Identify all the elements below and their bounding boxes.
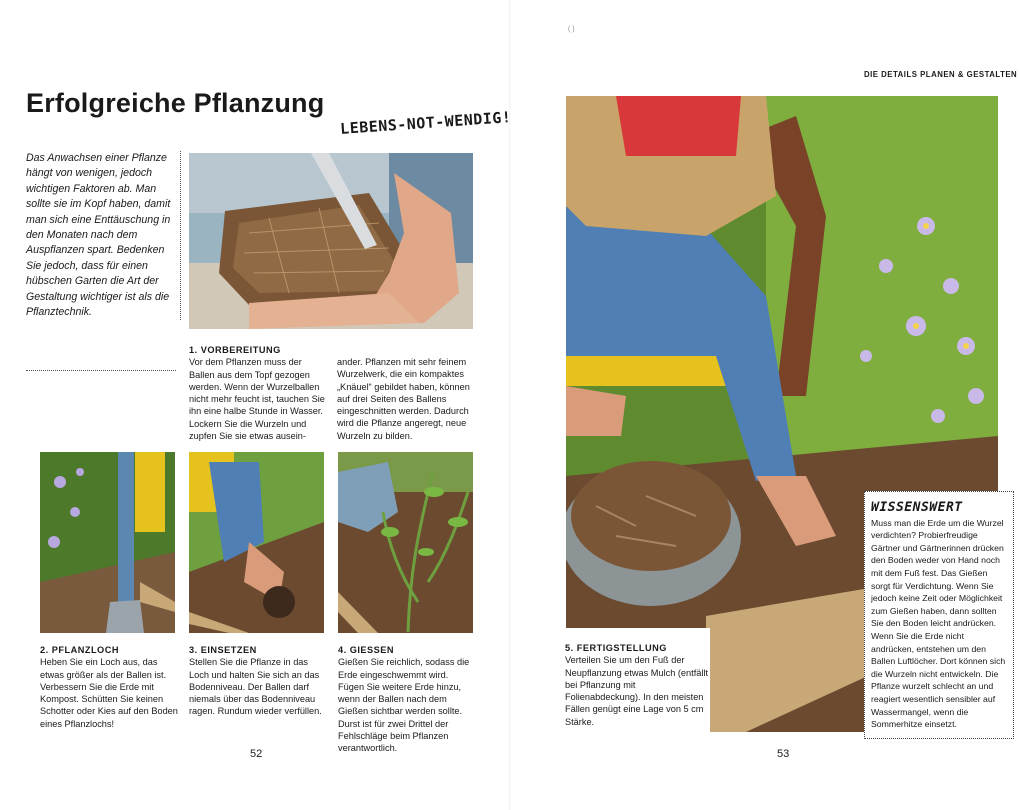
- watered-plant-photo: [338, 452, 473, 633]
- step-4-title: 4. GIESSEN: [338, 645, 395, 655]
- running-header: DIE DETAILS PLANEN & GESTALTEN: [864, 70, 1018, 79]
- step-4-text: Gießen Sie reichlich, sodass die Erde eingeschwemmt wird. Fügen Sie weitere Erde hinzu, wenn der Ballen nach dem Gießen sichtbar werden sollte. Durst ist für zwei Drittel der Fehlschläge beim Pflanzen verantwortlich.: [338, 657, 470, 754]
- step-5-block: [560, 628, 710, 743]
- step-3-title: 3. EINSETZEN: [189, 645, 257, 655]
- step-4-block: [338, 644, 476, 755]
- step-1-continued: [337, 356, 475, 442]
- page-title: Erfolgreiche Pflanzung: [26, 88, 325, 118]
- root-ball-knife-photo: [189, 153, 473, 329]
- top-page-mark: ( ): [568, 26, 575, 33]
- step-1-title: 1. VORBEREITUNG: [189, 345, 281, 355]
- step-2-title: 2. PFLANZLOCH: [40, 645, 119, 655]
- page-number-left: 52: [250, 748, 263, 760]
- step-3-block: [189, 644, 327, 718]
- step-1-text-b: ander. Pflanzen mit sehr feinem Wurzelwerk, die ein kompaktes „Knäuel“ gebildet haben, können auf drei Seiten des Ballens eingeschnitten werden. Dadurch wird die Pflanze angeregt, neue Wurzeln zu bilden.: [337, 357, 470, 441]
- page-number-right: 53: [777, 748, 790, 760]
- step-3-text: Stellen Sie die Pflanze in das Loch und halten Sie sich an das Bodenniveau. Der Ballen darf niemals über das Bodenniveau ragen. Rundum wieder verfüllen.: [189, 657, 322, 717]
- intro-text: Das Anwachsen einer Pflanze hängt von wenigen, jedoch wichtigen Faktoren ab. Man sollte sie im Kopf haben, damit man sich eine Enttäuschung in den Monaten nach dem Auspflanzen spart. Bedenken Sie jedoch, dass für einen hübschen Garten die Art der Gestaltung wichtiger ist als die Pflanztechnik.: [26, 151, 181, 320]
- info-box-title: WISSENSWERT: [871, 500, 963, 515]
- spade-hole-photo: [40, 452, 175, 633]
- step-2-block: [40, 644, 178, 730]
- planting-hands-photo: [189, 452, 324, 633]
- info-box: [864, 491, 1014, 739]
- intro-divider: [26, 370, 176, 371]
- step-1-text-a: Vor dem Pflanzen muss der Ballen aus dem Topf gezogen werden. Wenn der Wurzelballen nicht mehr feucht ist, tauchen Sie ihn eine halbe Stunde in Wasser. Lockern Sie die Wurzeln und zupfen Sie sie etwas ausein-: [189, 357, 325, 442]
- step-2-text: Heben Sie ein Loch aus, das etwas größer als der Ballen ist. Verbessern Sie die Erde mit Kompost. Schütten Sie keinen Schotter oder Kies auf den Boden eines Pflanzlochs!: [40, 657, 178, 729]
- step-1-block: [189, 344, 329, 442]
- stamp-label: LEBENS-NOT-WENDIG!: [339, 108, 512, 138]
- info-box-text: Muss man die Erde um die Wurzel verdichten? Probierfreudige Gärtner und Gärtnerinnen drücken den Boden weder von Hand noch mit dem Fuß fest. Das Gießen sorgt für Verdichtung. Wenn Sie jedoch keine Zeit oder Möglichkeit zum Gießen haben, dann sollten Sie den Boden leicht andrücken. Wenn Sie die Erde nicht andrücken, entstehen um den Ballen Luftlöcher. Dort können sich die Wurzeln nicht entwickeln. Die Pflanze wurzelt schlecht an und reagiert wesentlich sensibler auf Wassermangel, wenn die Sommerhitze einsetzt.: [871, 517, 1006, 730]
- step-5-title: 5. FERTIGSTELLUNG: [565, 643, 667, 653]
- step-5-text: Verteilen Sie um den Fuß der Neupflanzung etwas Mulch (entfällt bei Pflanzung mit Folienabdeckung). In den meisten Fällen genügt eine Lage von 5 cm Stärke.: [565, 655, 708, 727]
